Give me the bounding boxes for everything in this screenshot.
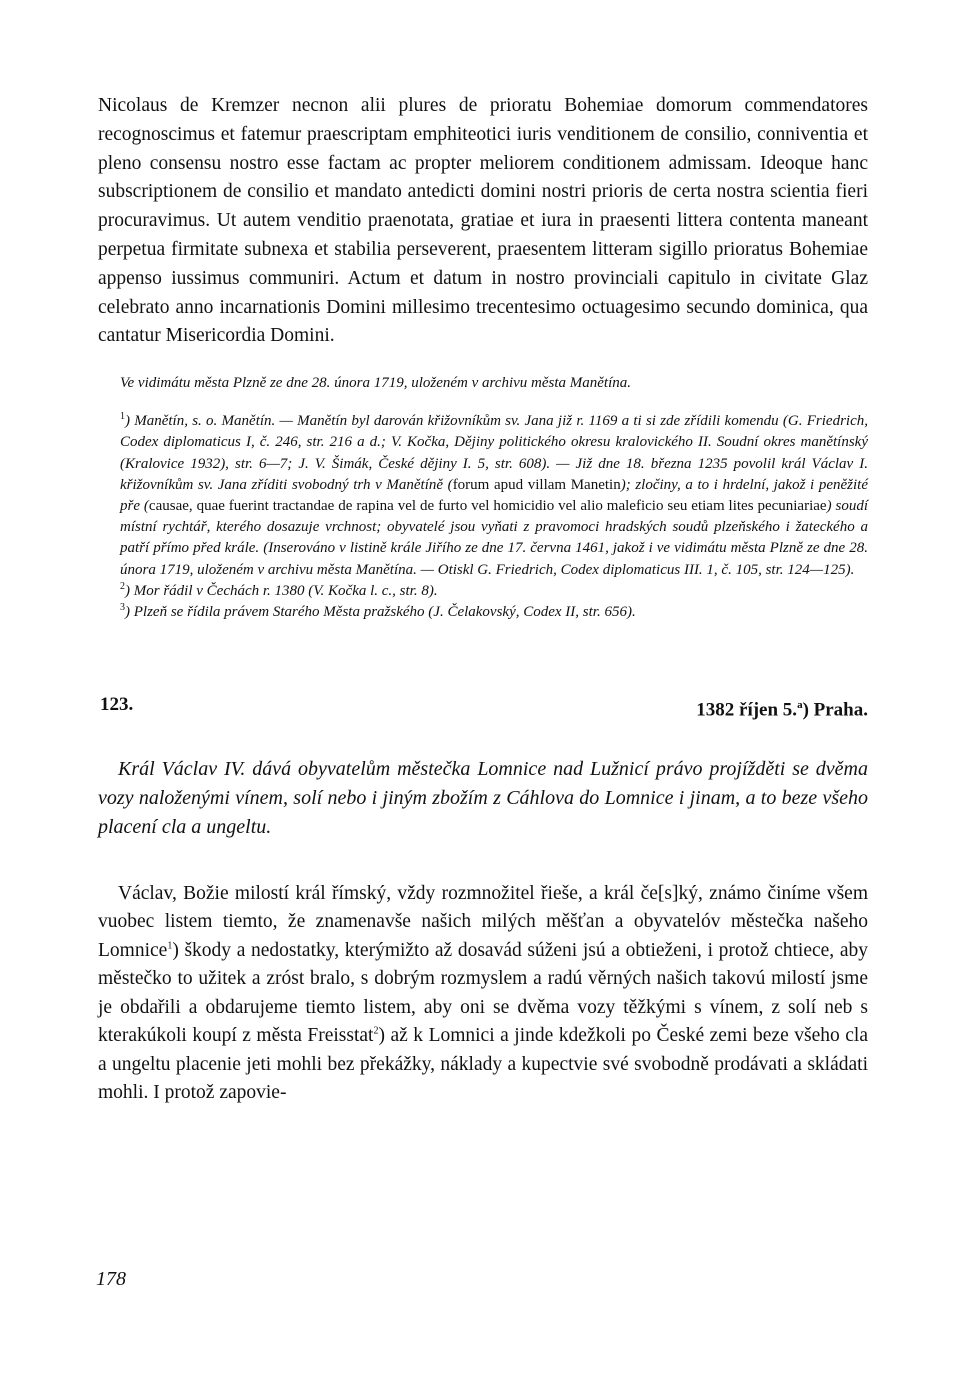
czech-footnote-ref-2: 2	[373, 1025, 379, 1037]
czech-footnote-ref-1: 1	[167, 940, 173, 952]
footnote-2-mark: 2	[120, 580, 125, 592]
footnote-1-text-a: ) Manětín, s. o. Manětín. — Manětín byl darován křižovníkům sv. Jana již r. 1169 a ti si zde zřídili komendu (G. Friedrich, Codex diplomaticus I, č. 246, str. 216 a d.; V. Kočka, Dějiny politického okresu kralovického II. Soudní okres manětínský (Kralovice 1932), str. 6—7; J. V. Šimák, České dějiny I. 5, str. 608). — Již dne 18. března 1235 povolil král Václav I. křižovníkům sv. Jana zříditi svobodný trh v Manětíně (	[120, 413, 868, 493]
regest: Král Václav IV. dává obyvatelům městečka Lomnice nad Lužnicí právo projížděti se dvěma vozy naloženými vínem, solí nebo i jiným zbožím z Cáhlova do Lomnice i jinam, a to beze všeho placení cla a ungeltu.	[98, 757, 868, 838]
document-number: 123.	[100, 694, 134, 716]
footnote-2	[120, 581, 868, 602]
document-page	[98, 92, 868, 1108]
footnote-3-text: ) Plzeň se řídila právem Starého Města pražského (J. Čelakovský, Codex II, str. 656).	[125, 604, 636, 620]
footnote-1-text-c: ) soudí místní rychtář, kterého dosazuje vrchnost; obyvatelé jsou vyňati z pravomoci hradských soudů plzeňského i žateckého a patří přímo před krále. (Inserováno v listině krále Jiřího ze dne 17. června 1461, jakož i ve vidimátu města Plzně ze dne 28. února 1719, uloženém v archivu města Manětína. — Otiskl G. Friedrich, Codex diplomaticus III. 1, č. 105, str. 124—125).	[120, 497, 869, 578]
czech-text-c: ) až k Lomnici a jinde kdežkoli po České zemi beze všeho cla a ungeltu placenie jeti mohli bez překážky, náklady a kupectvie své svobodně prodávati a skládati mohli. I protož zapovie-	[98, 1025, 868, 1104]
document-date-mark: a	[797, 699, 803, 712]
czech-text-b: ) škody a nedostatky, kterýmižto až dosavád súženi jsú a obtieženi, i protož chtiece, aby městečko to užitek a zróst bralo, s dobrým rozmyslem a radú věrných našich takovú milostí jsme je obdařili a obdarujeme tiemto listem, aby oni se dvěma vozy těžkými s vínem, z solí neb s kterakúkoli koupí z města Freisstat	[98, 939, 868, 1047]
footnote-1-text-b: ); zločiny, a to i hrdelní, jakož i peněžité pře (	[120, 476, 868, 514]
footnote-1	[120, 411, 868, 581]
document-header	[98, 693, 868, 722]
latin-paragraph: Nicolaus de Kremzer necnon alii plures de prioratu Bohemiae domorum commendatores recognoscimus et fatemur praescriptam emphiteotici iuris venditionem de consilio, conniventia et pleno consensu nostro esse factam ac propter meliorem conditionem admissam. Ideoque hanc subscriptionem de consilio et mandato antedicti domini nostri prioris de certa nostra scientia fieri procuravimus. Ut autem venditio praenotata, gratiae et iura in praesenti littera contenta maneant perpetua firmitate subnexa et stabilia perseverent, praesentem litteram sigillo prioratus Bohemiae appenso iussimus communiri. Actum et datum in nostro provinciali capitulo in civitate Glaz celebrato anno incarnationis Domini millesimo trecentesimo octuagesimo secundo dominica, qua cantatur Misericordia Domini.	[98, 95, 868, 347]
footnote-3-mark: 3	[120, 602, 125, 613]
czech-text-a: Václav, Božie milostí král římský, vždy rozmnožitel řieše, a král če[s]ký, známo činíme všem vuobec listem tiemto, že znamenavše našich milých měšťan a obyvatelóv městečka našeho Lomnice	[98, 882, 868, 961]
footnote-1-latin-b: causae, quae fuerint tractandae de rapina vel de furto vel homicidio vel alio maleficio seu etiam lites pecuniariae	[148, 497, 827, 514]
document-place: ) Praha.	[802, 699, 868, 721]
footnote-2-text: ) Mor řádil v Čechách r. 1380 (V. Kočka l. c., str. 8).	[125, 582, 438, 599]
footnotes	[98, 411, 868, 623]
document-date: 1382 říjen 5.	[696, 699, 798, 721]
footnote-1-mark: 1	[120, 411, 125, 423]
footnote-1-latin-a: forum apud villam Manetin	[452, 476, 621, 493]
source-note: Ve vidimátu města Plzně ze dne 28. února 1719, uloženém v archivu města Manětína.	[120, 375, 632, 392]
page-number: 178	[96, 1268, 126, 1290]
document-date-place	[696, 693, 868, 722]
czech-paragraph	[98, 880, 868, 1108]
footnote-3	[120, 602, 868, 623]
